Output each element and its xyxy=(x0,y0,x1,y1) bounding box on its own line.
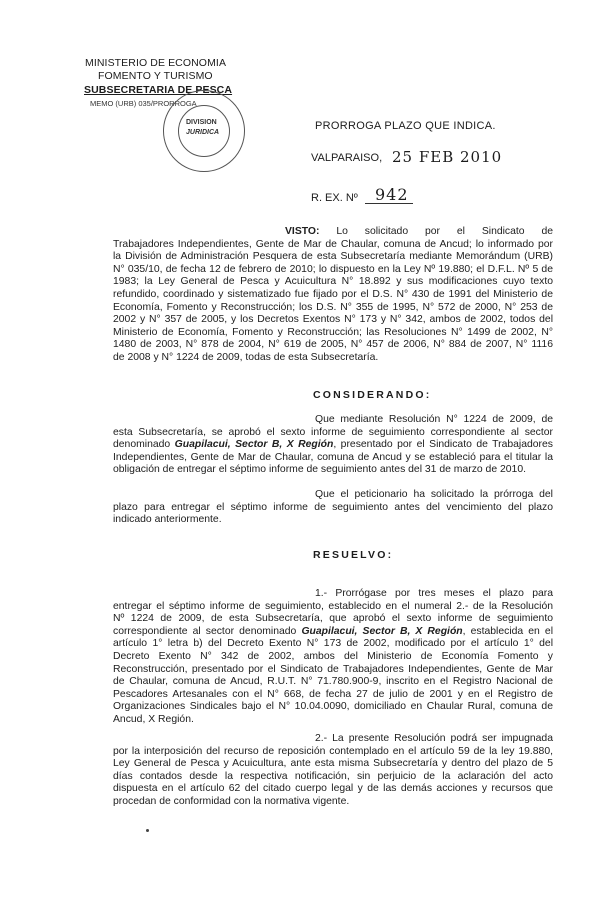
visto-line: 2002 y N° 357 de 2005, y los Decretos Exentos N° 173 y N° 342, ambos de 2002, todos del xyxy=(113,314,553,326)
paragraph-line: Ancud, X Región. xyxy=(113,713,194,725)
visto-line: 1983; la Ley General de Pesca y Acuicultura N° 18.892 y sus modificaciones cuyo texto xyxy=(113,276,553,288)
visto-first-line xyxy=(113,226,553,239)
visto-line: refundido, coordinado y sistematizado fue fijado por el D.S. N° 430 de 1991 del Ministerio de xyxy=(113,288,553,300)
visto-line: Trabajadores Independientes, Gente de Mar de Chaular, comuna de Ancud; lo informado por xyxy=(113,238,553,250)
visto-line: de 2008 y N° 1224 de 2009, todas de esta Subsecretaría. xyxy=(113,351,379,363)
visto-line: 1480 de 2003, N° 878 de 2004, N° 619 de 2005, N° 457 de 2006, N° 884 de 2007, N° 1116 xyxy=(113,339,553,351)
visto-section xyxy=(113,226,553,365)
paragraph-line xyxy=(113,439,553,452)
paragraph-line: días contados desde la respectiva notificación, sin perjuicio de la aclaración del acto xyxy=(113,770,553,782)
text-run: denominado xyxy=(113,439,171,451)
paragraph-line: Decreto Exento N° 342 de 2002, ambos del Ministerio de Economía Fomento y xyxy=(113,650,553,662)
paragraph-line: por la interposición del recurso de reposición contemplado en el artículo 59 de la ley 19.880, xyxy=(113,745,553,757)
ministry-label: MINISTERIO DE ECONOMIA xyxy=(85,57,227,69)
text-run: correspondiente al sector denominado xyxy=(113,625,297,637)
paragraph-line: obligación de entregar el séptimo informe de seguimiento antes del 31 de marzo de 2010. xyxy=(113,464,526,476)
undersecretariat-label: SUBSECRETARIA DE PESCA xyxy=(84,84,233,96)
sector-name: Guapilacui, Sector B, X Región xyxy=(301,625,463,637)
considerando-paragraph-2 xyxy=(113,489,553,527)
visto-first-text: Lo solicitado por el Sindicato de xyxy=(336,226,554,237)
resuelvo-item-1 xyxy=(113,588,553,727)
visto-line: Economía, Fomento y Reconstrucción; los D.S. N° 355 de 1995, N° 572 de 2000, N° 253 de xyxy=(113,301,553,313)
visto-line: Ministerio de Economía, Fomento y Reconstrucción; las Resoluciones N° 1499 de 2002, N° xyxy=(113,326,553,338)
date-stamp: 25 FEB 2010 xyxy=(392,148,503,166)
paragraph-line: indicado anteriormente. xyxy=(113,514,222,526)
legal-division-stamp xyxy=(163,90,245,172)
paragraph-line: dispuesta en el artículo 62 del citado cuerpo legal y de las demás acciones y recursos que xyxy=(113,783,553,795)
place-label: VALPARAISO, xyxy=(311,152,383,164)
scan-mark xyxy=(146,829,149,832)
memo-reference: MEMO (URB) 035/PRORROGA xyxy=(90,99,197,108)
paragraph-line: de Chaular, comuna de Ancud, R.U.T. N° 71.780.900-9, inscrito en el Registro Nacional de xyxy=(113,676,553,688)
paragraph-line: esta Subsecretaría, se aprobó el sexto informe de seguimiento correspondiente al sector xyxy=(113,426,553,438)
paragraph-first-line: Que el peticionario ha solicitado la prórroga del xyxy=(315,489,553,500)
resuelvo-heading: RESUELVO: xyxy=(313,549,394,561)
area-label: FOMENTO Y TURISMO xyxy=(98,70,213,82)
considerando-paragraph-1 xyxy=(113,414,553,477)
paragraph-first-line: Que mediante Resolución N° 1224 de 2009, de xyxy=(315,414,553,425)
resuelvo-item-2 xyxy=(113,733,553,809)
paragraph-line: procedan de conformidad con la normativa vigente. xyxy=(113,795,350,807)
considerando-heading: CONSIDERANDO: xyxy=(313,389,432,401)
sector-name: Guapilacui, Sector B, X Región xyxy=(174,439,334,451)
paragraph-line: Ley General de Pesca y Acuicultura, ante esta misma Subsecretaría y dentro del plazo de 5 xyxy=(113,758,553,770)
resolution-prefix: R. EX. Nº xyxy=(311,192,358,204)
visto-line: la División de Administración Pesquera de esta Subsecretaría mediante Memorándum (URB) xyxy=(113,251,553,263)
paragraph-line: artículo 1° letra b) del Decreto Exento N° 173 de 2002, modificado por el artículo 1° del xyxy=(113,638,553,650)
document-title: PRORROGA PLAZO QUE INDICA. xyxy=(315,120,496,132)
paragraph-line: Organizaciones Sindicales bajo el N° 10.04.0090, domiciliado en Chaular Rural, comuna de xyxy=(113,701,553,713)
paragraph-line: Reconstrucción, presentado por el Sindicato de Trabajadores Independientes, Gente de Mar xyxy=(113,663,553,675)
resolution-number: 942 xyxy=(375,185,409,204)
stamp-line-1: DIVISION xyxy=(186,119,217,126)
paragraph-line: Pescadores Artesanales con el N° 668, de fecha 27 de julio de 2001 y en el Registro de xyxy=(113,688,553,700)
paragraph-first-line: 2.- La presente Resolución podrá ser impugnada xyxy=(315,733,553,744)
text-run: , establecida en el xyxy=(462,625,553,637)
paragraph-line: Nº 1224 de 2009, de esta Subsecretaría, que aprobó el sexto informe de seguimiento xyxy=(113,613,553,625)
paragraph-line: Independientes, Gente de Mar de Chaular, comuna de Ancud y se estableció para el titular la xyxy=(113,451,553,463)
paragraph-first-line: 1.- Prorrógase por tres meses el plazo para xyxy=(315,588,553,599)
paragraph-line: plazo para entregar el séptimo informe de seguimiento antes del vencimiento del plazo xyxy=(113,501,553,513)
text-run: , presentado por el Sindicato de Trabajadores xyxy=(333,439,553,451)
visto-line: N° 035/10, de fecha 12 de febrero de 2010; lo dispuesto en la Ley Nº 19.880; el D.F.L. Nº 5 de xyxy=(113,263,553,275)
stamp-line-2: JURIDICA xyxy=(186,129,220,136)
visto-label: VISTO: xyxy=(285,226,320,237)
paragraph-line: entregar el séptimo informe de seguimiento, establecido en el numeral 2.- de la Resolución xyxy=(113,600,553,612)
paragraph-line xyxy=(113,626,553,639)
